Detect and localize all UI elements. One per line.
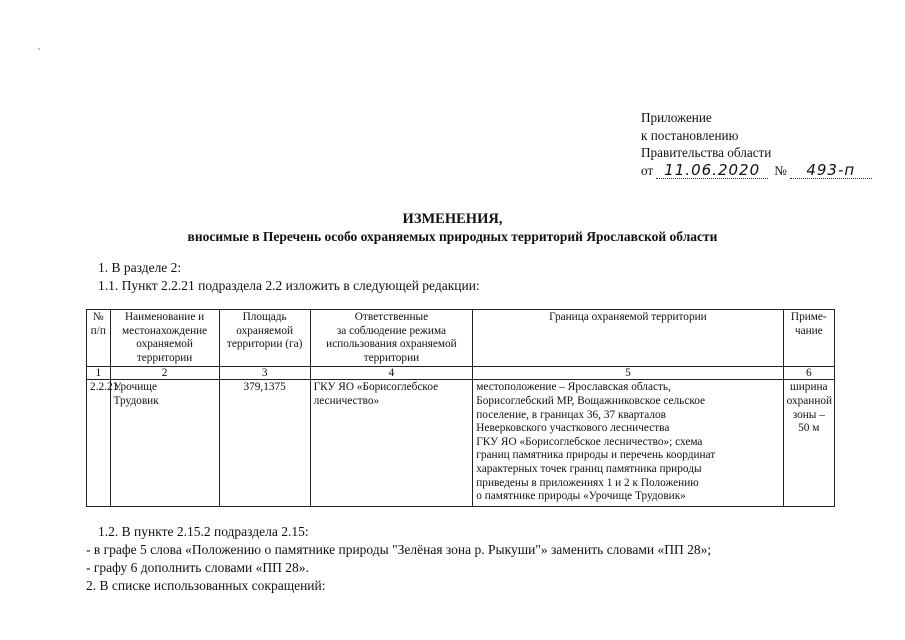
territories-table: [86, 309, 835, 507]
handwritten-date: 11.06.2020: [656, 162, 768, 179]
column-number: 3: [219, 367, 310, 380]
appendix-line-3: Правительства области: [641, 145, 772, 160]
document-subtitle: вносимые в Перечень особо охраняемых природных территорий Ярославской области: [187, 229, 718, 244]
intro-paragraph-2: 1.1. Пункт 2.2.21 подраздела 2.2 изложить в следующей редакции:: [98, 278, 480, 293]
row-border-description: местоположение – Ярославская область, Борисоглебский МР, Вощажниковское сельское поселение, в границах 36, 37 кварталов Неверковского участкового лесничества ГКУ ЯО «Борисоглебское лесничество»; схема границ памятника природы и перечень координат характерных точек границ памятника природы приведены в приложениях 1 и 2 к Положению о памятнике природы «Урочище Трудовик»: [473, 380, 783, 507]
row-number: 2.2.21.: [87, 380, 111, 507]
after-paragraph-1: 1.2. В пункте 2.15.2 подраздела 2.15:: [98, 524, 309, 539]
column-number: 6: [783, 367, 834, 380]
number-label: №: [774, 162, 787, 178]
row-responsible: ГКУ ЯО «Борисоглебское лесничество»: [310, 380, 473, 507]
intro-paragraph-1: 1. В разделе 2:: [98, 260, 182, 275]
handwritten-number: 493-п: [790, 162, 872, 179]
from-label: от: [641, 162, 654, 178]
document-title: ИЗМЕНЕНИЯ,: [402, 211, 503, 227]
appendix-line-1: Приложение: [641, 110, 712, 125]
header-border: Граница охраняемой территории: [473, 310, 783, 367]
row-note: ширина охранной зоны – 50 м: [783, 380, 834, 507]
row-name: Урочище Трудовик: [110, 380, 219, 507]
column-number: 2: [110, 367, 219, 380]
column-number: 4: [310, 367, 473, 380]
after-paragraph-2: - в графе 5 слова «Положению о памятнике природы "Зелёная зона р. Рыкуши"» заменить словами «ПП 28»;: [86, 542, 712, 557]
header-number: № п/п: [87, 310, 111, 367]
table-row: [87, 380, 835, 507]
row-area: 379,1375: [219, 380, 310, 507]
header-responsible: Ответственные за соблюдение режима использования охраняемой территории: [310, 310, 473, 367]
column-number: 1: [87, 367, 111, 380]
appendix-line-2: к постановлению: [641, 127, 739, 143]
appendix-signature-line: [641, 162, 872, 180]
column-numbers-row: [87, 367, 835, 380]
scan-speck: [38, 48, 40, 50]
header-area: Площадь охраняемой территории (га): [219, 310, 310, 367]
header-name: Наименование и местонахождение охраняемой территории: [110, 310, 219, 367]
appendix-block: [641, 109, 872, 179]
after-paragraph-4: 2. В списке использованных сокращений:: [86, 578, 326, 593]
column-number: 5: [473, 367, 783, 380]
table-header-row: [87, 310, 835, 367]
header-note: Приме- чание: [783, 310, 834, 367]
after-paragraph-3: - графу 6 дополнить словами «ПП 28».: [86, 560, 309, 575]
